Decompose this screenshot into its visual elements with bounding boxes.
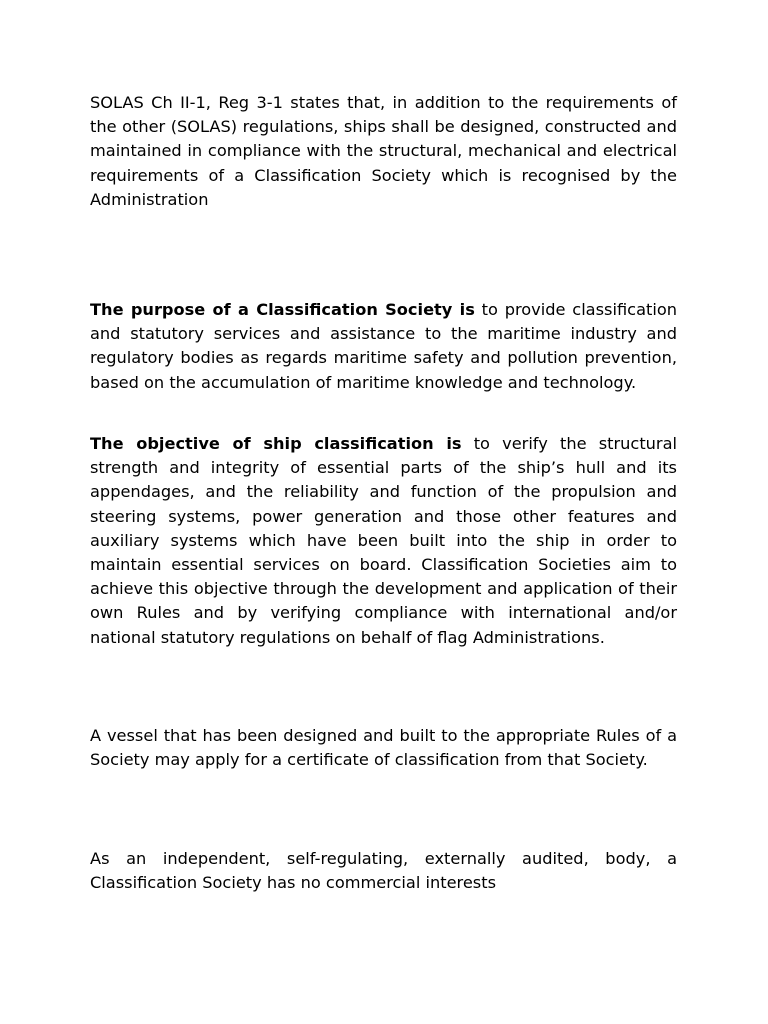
paragraph-text: to verify the structural strength and integrity of essential parts of the ship’s hull and its appendages, and the reliability and function of the propulsion and steering systems, power generation and those other features and auxiliary systems which have been built into the ship in order to maintain essential services on board. Classification Societies aim to achieve this objective through the development and application of their own Rules and by verifying compliance with international and/or national statutory regulations on behalf of flag Administrations.: [90, 434, 677, 647]
paragraph-text: SOLAS Ch II-1, Reg 3-1 states that, in addition to the requirements of the other (SOLAS) regulations, ships shall be designed, constructed and maintained in compliance with the structural, mechanical and electrical requirements of a Classification Society which is recognised by the Administration: [90, 93, 677, 209]
paragraph-solas-requirement: [90, 91, 677, 212]
paragraph-vessel-certificate: [90, 724, 677, 772]
paragraph-text: A vessel that has been designed and built to the appropriate Rules of a Society may apply for a certificate of classification from that Society.: [90, 726, 677, 770]
paragraph-text: As an independent, self-regulating, externally audited, body, a Classification Society has no commercial interests: [90, 849, 677, 893]
paragraph-bold-lead: The purpose of a Classification Society is: [90, 300, 475, 319]
paragraph-bold-lead: The objective of ship classification is: [90, 434, 462, 453]
paragraph-text: to provide classification and statutory services and assistance to the maritime industry and regulatory bodies as regards maritime safety and pollution prevention, based on the accumulation of maritime knowledge and technology.: [90, 300, 677, 392]
paragraph-objective: [90, 432, 677, 650]
paragraph-independence: [90, 847, 677, 895]
paragraph-purpose: [90, 298, 677, 395]
